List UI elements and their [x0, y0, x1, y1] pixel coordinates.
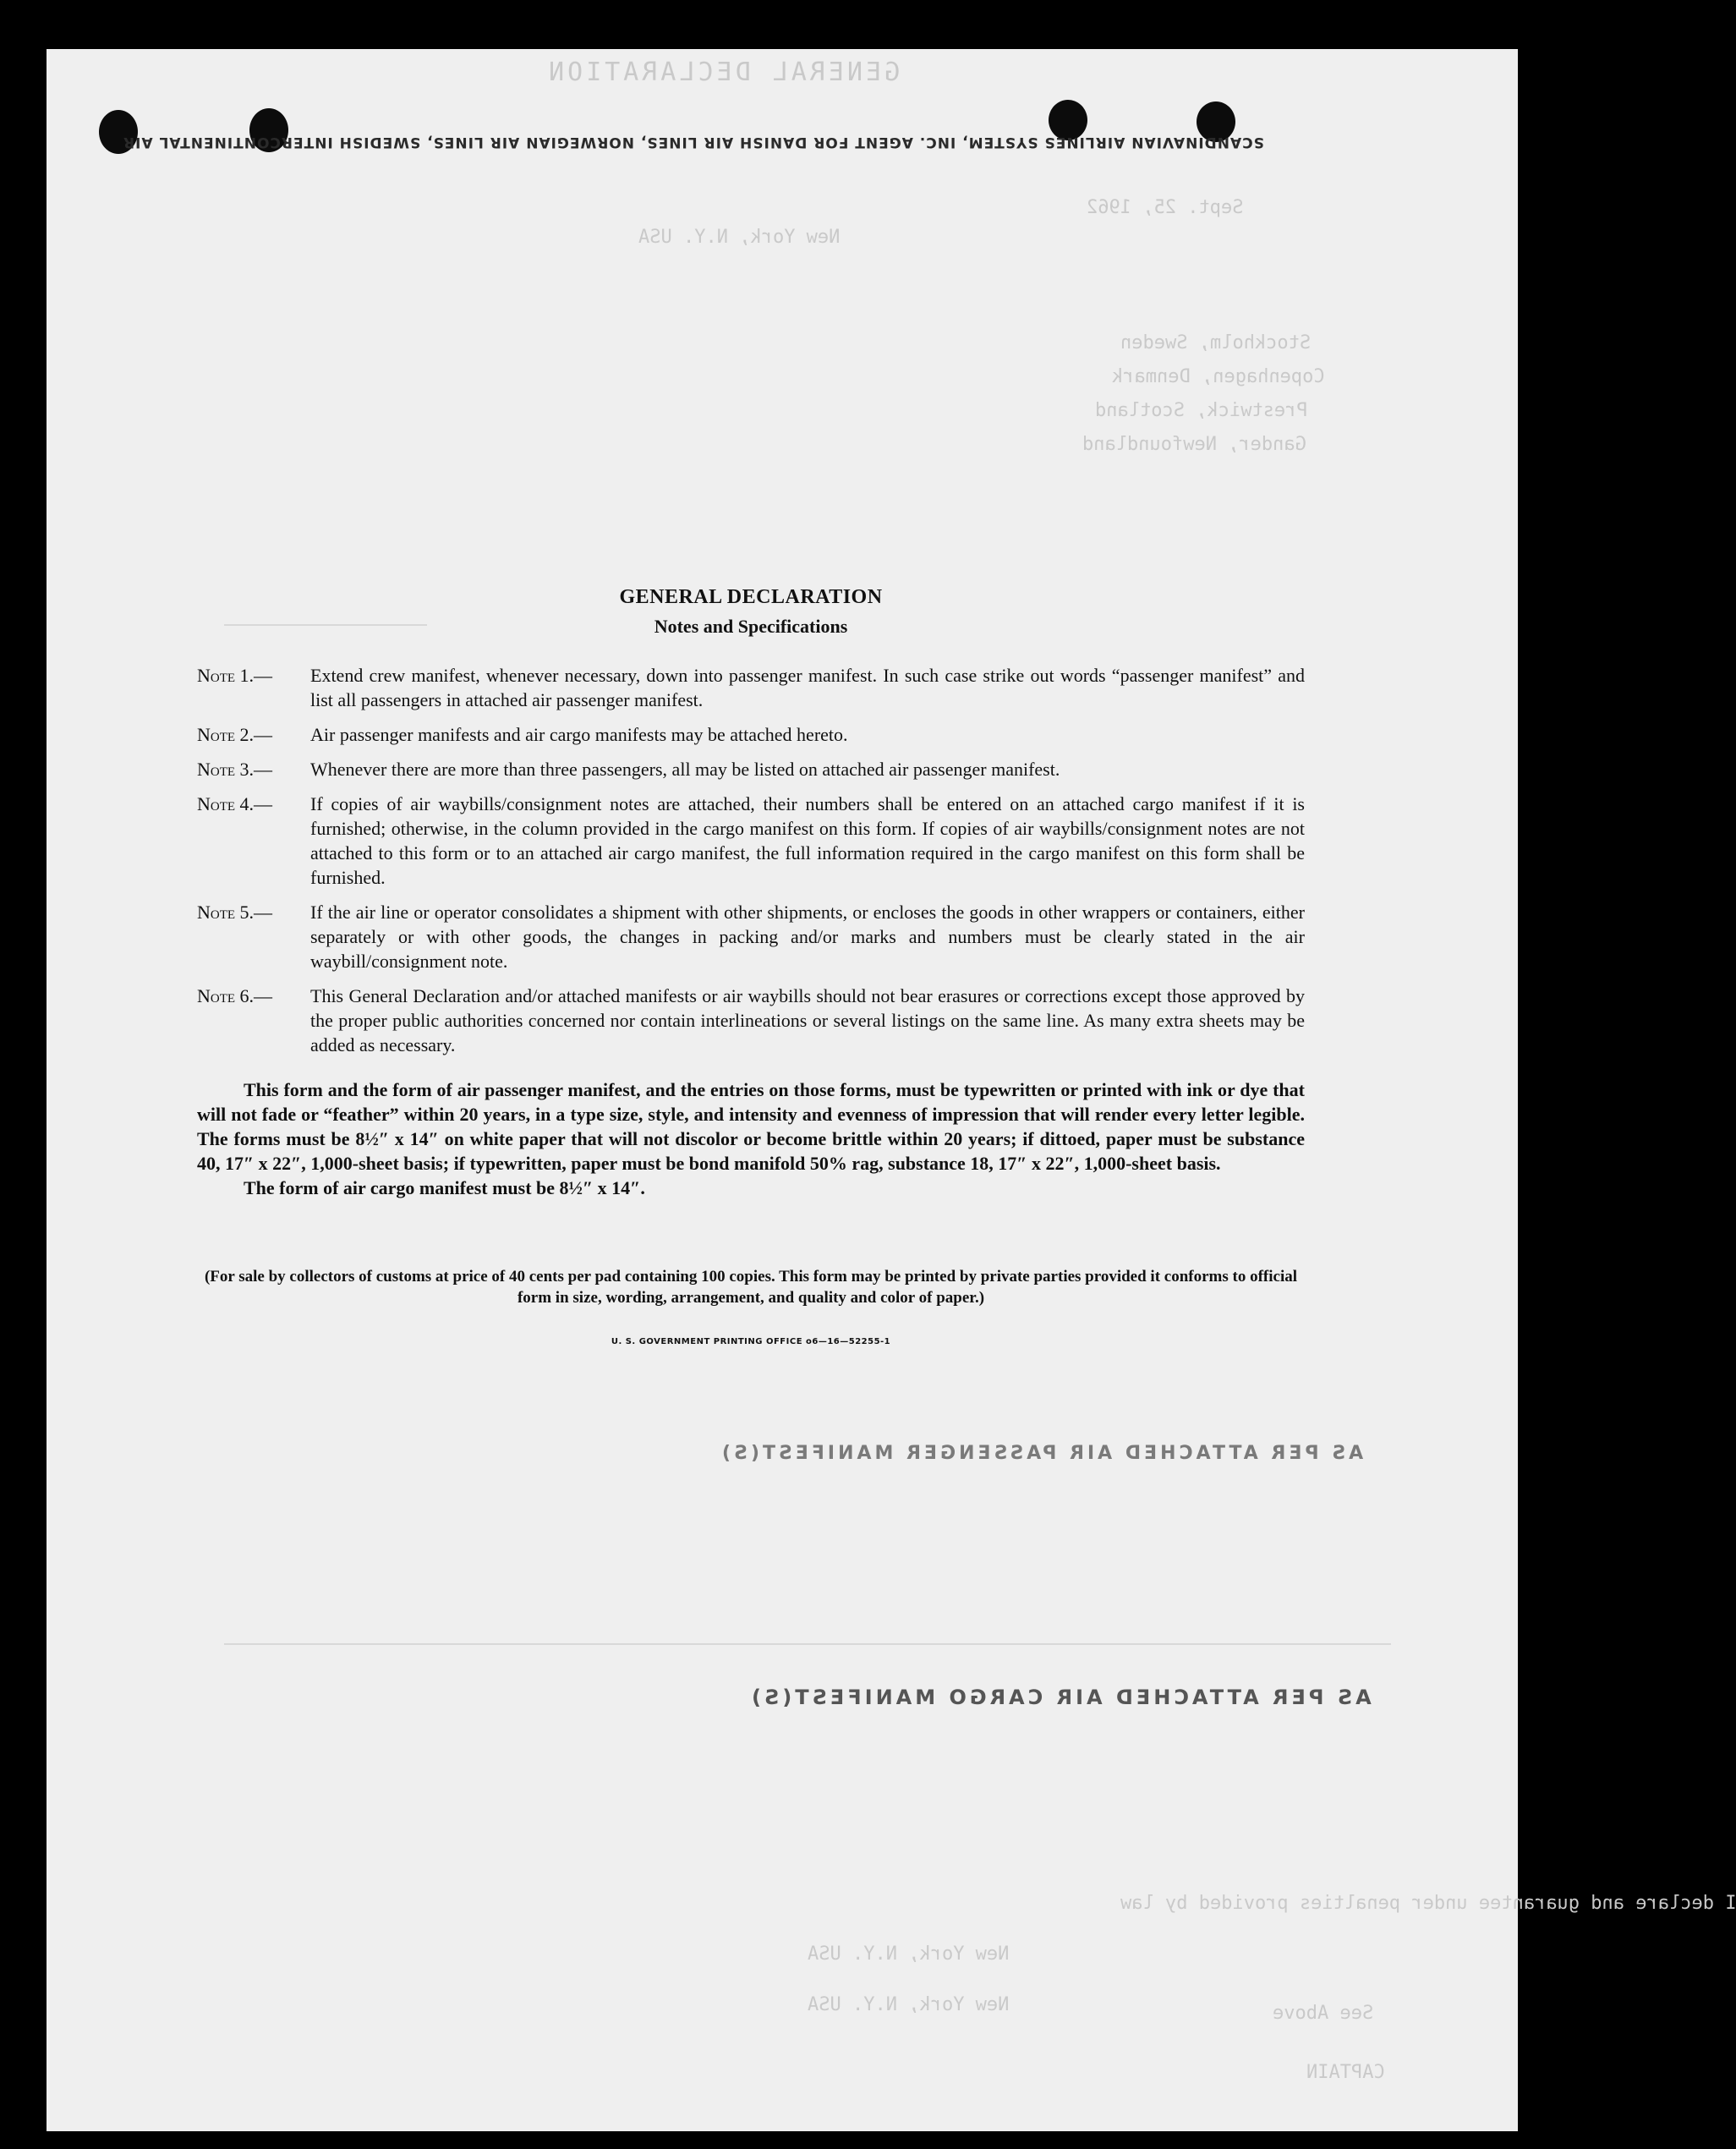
note-4	[197, 792, 1305, 890]
note-3	[197, 757, 1305, 781]
carrier-stamp: SCANDINAVIAN AIRLINES SYSTEM, INC. AGENT FOR DANISH AIR LINES, NORWEGIAN AIR LINES, SWEDISH INTERCONTINENTAL AIR	[123, 134, 1264, 151]
form-specification-paragraph: This form and the form of air passenger manifest, and the entries on those forms, must be typewritten or printed with ink or dye that will not fade or “feather” within 20 years, in a type size, style, and intensity and evenness of impression that will render every letter legible. The forms must be 8½″ x 14″ on white paper that will not discolor or become brittle within 20 years; if dittoed, paper must be substance 40, 17″ x 22″, 1,000-sheet basis; if typewritten, paper must be bond manifold 50% rag, substance 18, 17″ x 22″, 1,000-sheet basis.	[197, 1079, 1305, 1174]
note-text: Whenever there are more than three passengers, all may be listed on attached air passenger manifest.	[310, 759, 1060, 780]
notes-section	[197, 586, 1305, 1346]
cargo-manifest-stamp: AS PER ATTACHED AIR CARGO MANIFEST(S)	[748, 1686, 1372, 1709]
document-title: GENERAL DECLARATION	[619, 586, 883, 608]
show-through-text: Gander, Newfoundland	[1082, 434, 1306, 455]
show-through-text: Prestwick, Scotland	[1095, 400, 1308, 421]
note-text: Extend crew manifest, whenever necessary, down into passenger manifest. In such case strike out words “passenger manifest” and list all passengers in attached air passenger manifest.	[310, 665, 1305, 710]
note-text: This General Declaration and/or attached manifests or air waybills should not bear erasures or corrections except those approved by the proper public authorities concerned nor contain interlineations or several listings on the same line. As many extra sheets may be added as necessary.	[310, 985, 1305, 1055]
note-label: Note 6.—	[197, 985, 273, 1006]
note-label: Note 3.—	[197, 759, 273, 780]
show-through-header: GENERAL DECLARATION	[545, 58, 901, 87]
show-through-rule	[224, 1643, 1391, 1645]
note-text: If copies of air waybills/consignment notes are attached, their numbers shall be entered on an attached cargo manifest if it is furnished; otherwise, in the column provided in the cargo manifest on this form. If copies of air waybills/consignment notes are not attached to this form or to an attached air cargo manifest, the full information required in the cargo manifest on this form shall be furnished.	[310, 793, 1305, 888]
note-2	[197, 722, 1305, 747]
note-label: Note 5.—	[197, 902, 273, 923]
note-text: Air passenger manifests and air cargo manifests may be attached hereto.	[310, 724, 848, 745]
show-through-text: New York, N.Y. USA	[808, 1994, 1010, 2015]
show-through-text: CAPTAIN	[1306, 2062, 1385, 2083]
passenger-manifest-stamp: AS PER ATTACHED AIR PASSENGER MANIFEST(S)	[719, 1443, 1364, 1464]
show-through-text: I declare and guarantee under penalties provided by law	[1120, 1893, 1736, 1914]
show-through-text: See Above	[1273, 2003, 1374, 2024]
show-through-text: Sept. 25, 1962	[1087, 197, 1244, 218]
note-text: If the air line or operator consolidates a shipment with other shipments, or encloses the goods in other wrappers or containers, either separately or with other goods, the changes in packing and/or marks and numbers must be clearly stated in the air waybill/consignment note.	[310, 902, 1305, 972]
show-through-text: New York, N.Y. USA	[638, 227, 841, 248]
note-5	[197, 900, 1305, 973]
cargo-manifest-size-note: The form of air cargo manifest must be 8½″ x 14″.	[244, 1177, 645, 1198]
note-6	[197, 984, 1305, 1057]
document-page	[47, 49, 1736, 2131]
show-through-text: Stockholm, Sweden	[1120, 332, 1312, 354]
note-1	[197, 663, 1305, 712]
document-subtitle: Notes and Specifications	[654, 616, 848, 637]
show-through-text: Copenhagen, Denmark	[1112, 366, 1325, 387]
show-through-text: New York, N.Y. USA	[808, 1943, 1010, 1965]
note-label: Note 1.—	[197, 665, 273, 686]
note-label: Note 2.—	[197, 724, 273, 745]
sale-notice: (For sale by collectors of customs at price of 40 cents per pad containing 100 copies. This form may be printed by private parties provided it conforms to official form in size, wording, arrangement, and quality and color of paper.)	[204, 1268, 1298, 1307]
printing-office-line: U. S. GOVERNMENT PRINTING OFFICE o6—16—52255-1	[611, 1337, 891, 1346]
note-label: Note 4.—	[197, 793, 273, 814]
